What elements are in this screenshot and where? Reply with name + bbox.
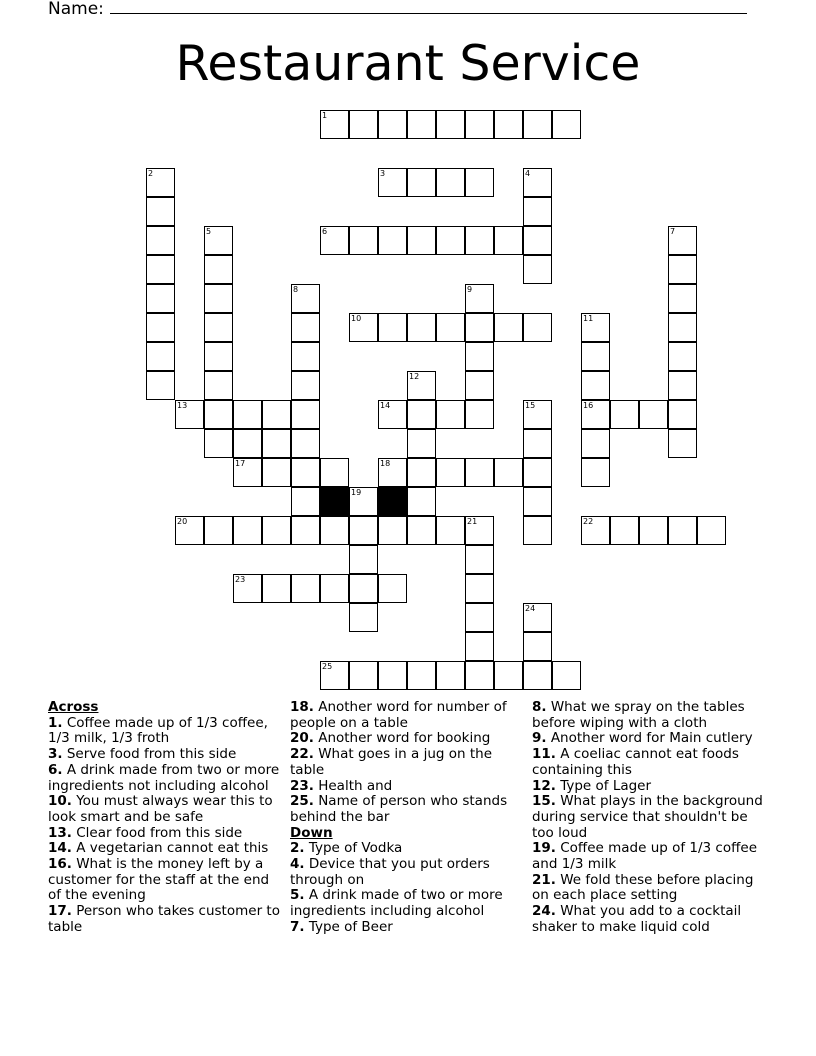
clue-item-text: Another word for Main cutlery — [546, 730, 753, 747]
grid-cell[interactable] — [523, 313, 552, 342]
grid-cell[interactable] — [146, 197, 175, 226]
grid-cell[interactable] — [349, 661, 378, 690]
clue-number: 8 — [293, 285, 299, 294]
clue-item — [532, 794, 772, 841]
clue-number: 23 — [235, 575, 246, 584]
grid-cell[interactable] — [204, 284, 233, 313]
grid-cell[interactable] — [523, 400, 552, 429]
grid-cell[interactable] — [175, 400, 204, 429]
clue-number: 11 — [583, 314, 594, 323]
clue-item-text: We fold these before placing on each place setting — [532, 871, 754, 904]
clue-item — [290, 888, 522, 919]
grid-cell[interactable] — [407, 516, 436, 545]
grid-cell[interactable] — [465, 371, 494, 400]
grid-cell[interactable] — [523, 516, 552, 545]
grid-cell[interactable] — [552, 661, 581, 690]
grid-cell[interactable] — [465, 574, 494, 603]
clue-number: 10 — [351, 314, 362, 323]
grid-cell[interactable] — [436, 458, 465, 487]
grid-cell[interactable] — [668, 400, 697, 429]
grid-cell[interactable] — [523, 255, 552, 284]
grid-cell[interactable] — [349, 516, 378, 545]
clue-item-text: What goes in a jug on the table — [290, 746, 493, 778]
clue-number: 9 — [467, 285, 473, 294]
clue-item — [290, 857, 522, 888]
grid-cell[interactable] — [407, 458, 436, 487]
clue-item-number: 16. — [48, 856, 72, 873]
grid-cell[interactable] — [378, 458, 407, 487]
grid-cell[interactable] — [204, 371, 233, 400]
clue-number: 1 — [322, 111, 328, 120]
grid-cell[interactable] — [146, 342, 175, 371]
grid-cell[interactable] — [407, 429, 436, 458]
clue-item-text: A drink made of two or more ingredients including alcohol — [290, 887, 503, 920]
grid-cell[interactable] — [378, 168, 407, 197]
grid-cell[interactable] — [291, 342, 320, 371]
clue-number: 17 — [235, 459, 246, 468]
clue-item-text: Another word for booking — [313, 730, 491, 747]
clue-item-text: Person who takes customer to table — [48, 903, 280, 935]
clue-number: 15 — [525, 401, 536, 410]
clue-item — [290, 794, 522, 825]
clue-number: 7 — [670, 227, 676, 236]
grid-cell[interactable] — [204, 429, 233, 458]
clue-item — [48, 747, 280, 763]
clue-item-text: What is the money left by a customer for the staff at the end of the evening — [48, 856, 270, 904]
clues-column-2 — [290, 700, 522, 936]
clue-item-number: 25. — [290, 793, 314, 810]
grid-cell[interactable] — [291, 458, 320, 487]
clue-item — [48, 794, 280, 825]
grid-cell[interactable] — [204, 255, 233, 284]
grid-cell[interactable] — [146, 284, 175, 313]
grid-cell[interactable] — [378, 574, 407, 603]
grid-cell[interactable] — [523, 197, 552, 226]
clue-item — [290, 747, 522, 778]
grid-cell[interactable] — [320, 458, 349, 487]
clue-item-number: 13. — [48, 824, 72, 841]
grid-cell[interactable] — [668, 284, 697, 313]
clue-item — [290, 841, 522, 857]
grid-cell[interactable] — [436, 226, 465, 255]
clue-number: 13 — [177, 401, 188, 410]
clue-item — [532, 904, 772, 935]
grid-cell[interactable] — [639, 516, 668, 545]
grid-cell[interactable] — [320, 110, 349, 139]
grid-cell[interactable] — [494, 458, 523, 487]
grid-cell[interactable] — [668, 226, 697, 255]
grid-cell[interactable] — [494, 226, 523, 255]
grid-cell[interactable] — [146, 371, 175, 400]
clue-item — [48, 857, 280, 904]
clue-item — [532, 841, 772, 872]
clue-number: 21 — [467, 517, 478, 526]
grid-cell[interactable] — [378, 516, 407, 545]
clue-item-number: 2. — [290, 840, 305, 857]
grid-cell[interactable] — [523, 661, 552, 690]
clue-number: 4 — [525, 169, 531, 178]
clue-item-number: 9. — [532, 730, 547, 747]
grid-cell[interactable] — [146, 255, 175, 284]
grid-cell[interactable] — [610, 400, 639, 429]
grid-cell[interactable] — [523, 168, 552, 197]
grid-cell[interactable] — [523, 110, 552, 139]
clue-number: 12 — [409, 372, 420, 381]
grid-cell[interactable] — [465, 458, 494, 487]
grid-cell[interactable] — [378, 226, 407, 255]
grid-cell[interactable] — [291, 429, 320, 458]
grid-cell[interactable] — [668, 516, 697, 545]
grid-cell[interactable] — [378, 400, 407, 429]
grid-cell[interactable] — [407, 487, 436, 516]
grid-cell[interactable] — [668, 255, 697, 284]
grid-cell[interactable] — [668, 429, 697, 458]
grid-cell[interactable] — [349, 603, 378, 632]
grid-cell[interactable] — [407, 168, 436, 197]
grid-cell[interactable] — [262, 574, 291, 603]
grid-cell[interactable] — [407, 110, 436, 139]
grid-cell[interactable] — [146, 226, 175, 255]
grid-cell[interactable] — [494, 313, 523, 342]
clue-number: 16 — [583, 401, 594, 410]
clue-item-number: 14. — [48, 840, 72, 857]
grid-cell[interactable] — [349, 545, 378, 574]
clue-item-text: Clear food from this side — [71, 824, 243, 841]
grid-cell[interactable] — [291, 400, 320, 429]
clue-item-text: What plays in the background during service that shouldn't be too loud — [532, 793, 763, 841]
grid-cell[interactable] — [465, 400, 494, 429]
clue-item-text: A vegetarian cannot eat this — [71, 840, 269, 857]
clue-item-number: 18. — [290, 699, 314, 715]
grid-cell[interactable] — [465, 313, 494, 342]
clue-item — [532, 873, 772, 904]
clue-item — [532, 779, 772, 795]
clue-item-number: 7. — [290, 918, 305, 935]
clues-column-1 — [48, 700, 280, 936]
grid-cell[interactable] — [465, 632, 494, 661]
clue-item-text: Type of Lager — [555, 777, 652, 794]
grid-cell[interactable] — [494, 110, 523, 139]
clue-item-text: Another word for number of people on a table — [290, 699, 507, 731]
grid-cell[interactable] — [465, 284, 494, 313]
grid-cell[interactable] — [494, 661, 523, 690]
grid-cell[interactable] — [349, 226, 378, 255]
clue-item-text: A drink made from two or more ingredients not including alcohol — [48, 761, 280, 794]
across-heading: Across — [48, 699, 99, 715]
grid-cell[interactable] — [552, 110, 581, 139]
clue-item-text: A coeliac cannot eat foods containing this — [532, 746, 739, 778]
grid-cell[interactable] — [233, 400, 262, 429]
grid-cell[interactable] — [146, 313, 175, 342]
clue-item — [290, 779, 522, 795]
grid-cell[interactable] — [465, 342, 494, 371]
clue-item-number: 17. — [48, 903, 72, 920]
clue-number: 22 — [583, 517, 594, 526]
black-cell — [378, 487, 407, 516]
clue-item — [48, 716, 280, 747]
grid-cell[interactable] — [436, 661, 465, 690]
down-heading: Down — [290, 824, 333, 841]
clue-number: 3 — [380, 169, 386, 178]
clue-number: 5 — [206, 227, 212, 236]
clue-item-number: 8. — [532, 699, 547, 715]
clue-item-number: 22. — [290, 746, 314, 763]
clue-item — [48, 841, 280, 857]
grid-cell[interactable] — [262, 400, 291, 429]
clue-number: 18 — [380, 459, 391, 468]
clue-item-number: 23. — [290, 777, 314, 794]
grid-cell[interactable] — [233, 516, 262, 545]
grid-cell[interactable] — [465, 168, 494, 197]
grid-cell[interactable] — [233, 574, 262, 603]
grid-cell[interactable] — [349, 574, 378, 603]
clue-item-number: 11. — [532, 746, 556, 763]
grid-cell[interactable] — [233, 429, 262, 458]
grid-cell[interactable] — [523, 632, 552, 661]
grid-cell[interactable] — [378, 110, 407, 139]
grid-cell[interactable] — [668, 342, 697, 371]
grid-cell[interactable] — [523, 458, 552, 487]
clue-item-number: 21. — [532, 871, 556, 888]
grid-cell[interactable] — [262, 516, 291, 545]
grid-cell[interactable] — [175, 516, 204, 545]
grid-cell[interactable] — [465, 516, 494, 545]
grid-cell[interactable] — [668, 371, 697, 400]
clue-item — [532, 700, 772, 731]
clue-item-text: Device that you put orders through on — [290, 856, 490, 888]
grid-cell[interactable] — [523, 429, 552, 458]
grid-cell[interactable] — [668, 313, 697, 342]
clue-item-text: Coffee made up of 1/3 coffee, 1/3 milk, 1/3 froth — [48, 714, 268, 747]
grid-cell[interactable] — [610, 516, 639, 545]
grid-cell[interactable] — [581, 429, 610, 458]
clue-item-number: 20. — [290, 730, 314, 747]
grid-cell[interactable] — [320, 226, 349, 255]
grid-cell[interactable] — [581, 400, 610, 429]
grid-cell[interactable] — [581, 371, 610, 400]
clue-item-text: Health and — [313, 777, 393, 794]
grid-cell[interactable] — [407, 400, 436, 429]
grid-cell[interactable] — [639, 400, 668, 429]
black-cell — [320, 487, 349, 516]
clues-column-3 — [532, 700, 772, 936]
page-title: Restaurant Service — [175, 35, 641, 92]
grid-cell[interactable] — [204, 516, 233, 545]
clue-number: 20 — [177, 517, 188, 526]
grid-cell[interactable] — [407, 226, 436, 255]
clue-item — [290, 920, 522, 936]
clue-item-number: 19. — [532, 840, 556, 857]
grid-cell[interactable] — [233, 458, 262, 487]
clue-item-text: What you add to a cocktail shaker to make liquid cold — [532, 903, 742, 935]
grid-cell[interactable] — [465, 226, 494, 255]
clue-item-number: 6. — [48, 761, 63, 778]
clue-item — [532, 747, 772, 778]
grid-cell[interactable] — [291, 284, 320, 313]
grid-cell[interactable] — [320, 516, 349, 545]
grid-cell[interactable] — [436, 400, 465, 429]
grid-cell[interactable] — [581, 342, 610, 371]
grid-cell[interactable] — [291, 313, 320, 342]
grid-cell[interactable] — [523, 226, 552, 255]
name-label: Name: — [48, 0, 104, 19]
grid-cell[interactable] — [204, 313, 233, 342]
clue-item-text: Type of Beer — [304, 918, 393, 935]
grid-cell[interactable] — [697, 516, 726, 545]
grid-cell[interactable] — [523, 603, 552, 632]
clue-number: 24 — [525, 604, 536, 613]
clue-item — [48, 826, 280, 842]
clue-number: 2 — [148, 169, 154, 178]
grid-cell[interactable] — [436, 516, 465, 545]
grid-cell[interactable] — [378, 313, 407, 342]
clue-item-text: Coffee made up of 1/3 coffee and 1/3 milk — [532, 840, 758, 873]
clue-item — [48, 763, 280, 794]
clue-item-number: 1. — [48, 714, 63, 731]
grid-cell[interactable] — [146, 168, 175, 197]
grid-cell[interactable] — [581, 516, 610, 545]
grid-cell[interactable] — [465, 661, 494, 690]
clue-number: 19 — [351, 488, 362, 497]
grid-cell[interactable] — [320, 574, 349, 603]
grid-cell[interactable] — [436, 168, 465, 197]
grid-cell[interactable] — [349, 110, 378, 139]
grid-cell[interactable] — [581, 458, 610, 487]
grid-cell[interactable] — [378, 661, 407, 690]
grid-cell[interactable] — [465, 545, 494, 574]
grid-cell[interactable] — [407, 313, 436, 342]
name-underline[interactable] — [110, 0, 747, 14]
clue-item-text: You must always wear this to look smart and be safe — [48, 793, 273, 825]
grid-cell[interactable] — [204, 226, 233, 255]
grid-cell[interactable] — [262, 429, 291, 458]
clue-item-text: Name of person who stands behind the bar — [290, 793, 508, 825]
clue-item-number: 24. — [532, 903, 556, 920]
grid-cell[interactable] — [262, 458, 291, 487]
clue-item-text: Type of Vodka — [304, 840, 403, 857]
grid-cell[interactable] — [465, 603, 494, 632]
grid-cell[interactable] — [291, 487, 320, 516]
clue-item-number: 12. — [532, 777, 556, 794]
grid-cell[interactable] — [349, 487, 378, 516]
clue-item — [290, 700, 522, 731]
clue-item-number: 3. — [48, 746, 63, 763]
clue-item-number: 4. — [290, 856, 305, 873]
clue-item-text: Serve food from this side — [62, 746, 237, 763]
grid-cell[interactable] — [407, 371, 436, 400]
grid-cell[interactable] — [291, 516, 320, 545]
grid-cell[interactable] — [291, 371, 320, 400]
grid-cell[interactable] — [581, 313, 610, 342]
grid-cell[interactable] — [407, 661, 436, 690]
grid-cell[interactable] — [436, 110, 465, 139]
grid-cell[interactable] — [291, 574, 320, 603]
grid-cell[interactable] — [523, 487, 552, 516]
grid-cell[interactable] — [349, 313, 378, 342]
clue-item — [290, 731, 522, 747]
clue-number: 25 — [322, 662, 333, 671]
clue-item-number: 15. — [532, 793, 556, 810]
grid-cell[interactable] — [204, 400, 233, 429]
grid-cell[interactable] — [320, 661, 349, 690]
clue-number: 6 — [322, 227, 328, 236]
clue-item — [48, 904, 280, 935]
clue-item-number: 5. — [290, 887, 305, 904]
grid-cell[interactable] — [436, 313, 465, 342]
clue-item-text: What we spray on the tables before wiping with a cloth — [532, 699, 745, 731]
grid-cell[interactable] — [204, 342, 233, 371]
clue-number: 14 — [380, 401, 391, 410]
grid-cell[interactable] — [465, 110, 494, 139]
clue-item-number: 10. — [48, 793, 72, 810]
name-field[interactable] — [48, 0, 747, 19]
clue-item — [532, 731, 772, 747]
